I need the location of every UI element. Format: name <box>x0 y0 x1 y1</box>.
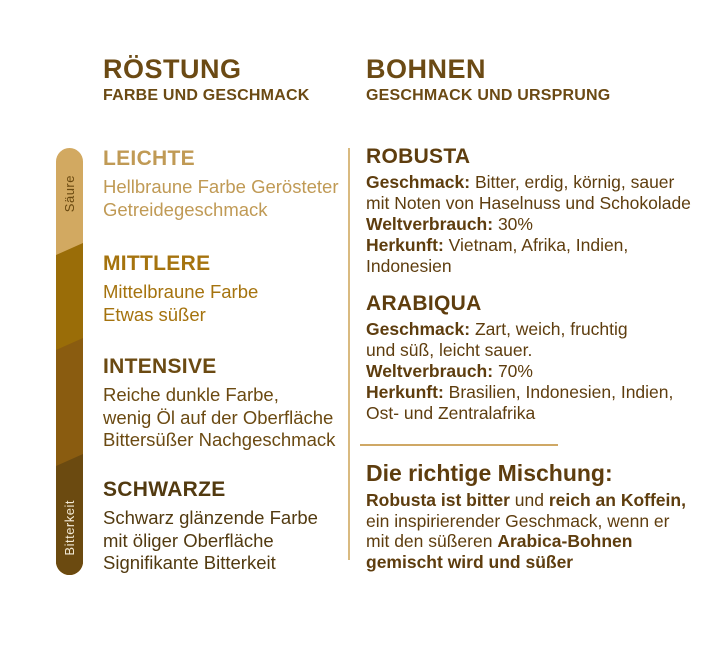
roast-column-header <box>103 54 309 105</box>
bean-line: Herkunft: Vietnam, Afrika, Indien, <box>366 235 629 255</box>
section-heading: LEICHTE <box>103 147 195 170</box>
section-robusta <box>366 145 691 277</box>
roast-subtitle: FARBE UND GESCHMACK <box>103 87 310 104</box>
bean-heading: ROBUSTA <box>366 145 471 168</box>
beans-column-header <box>366 54 610 105</box>
bean-line: Geschmack: Bitter, erdig, körnig, sauer <box>366 172 675 192</box>
section-heading: SCHWARZE <box>103 478 226 501</box>
bean-line: und süß, leicht sauer. <box>366 340 533 360</box>
section-line: Schwarz glänzende Farbe <box>103 507 318 528</box>
mix-section-divider <box>360 444 558 446</box>
mix-line: mit den süßeren Arabica-Bohnen <box>366 531 633 551</box>
bean-line: Weltverbrauch: 70% <box>366 361 533 381</box>
section-line: Hellbraune Farbe Gerösteter <box>103 176 339 197</box>
section-heading: MITTLERE <box>103 252 211 275</box>
beans-subtitle: GESCHMACK UND URSPRUNG <box>366 87 611 104</box>
column-divider <box>348 148 350 560</box>
mix-line: gemischt wird und süßer <box>366 551 574 572</box>
section-schwarze <box>103 478 318 575</box>
bean-line: Geschmack: Zart, weich, fruchtig <box>366 319 628 339</box>
section-mittlere <box>103 252 258 326</box>
mix-line: Robusta ist bitter und reich an Koffein, <box>366 490 686 510</box>
bean-heading: ARABIQUA <box>366 292 482 315</box>
mix-line: ein inspirierender Geschmack, wenn er <box>366 510 670 531</box>
section-line: Etwas süßer <box>103 303 206 325</box>
section-arabiqua <box>366 292 673 424</box>
bean-line: Herkunft: Brasilien, Indonesien, Indien, <box>366 382 674 402</box>
roast-title: RÖSTUNG <box>103 54 242 84</box>
section-leichte <box>103 147 338 221</box>
bean-line: Indonesien <box>366 256 452 276</box>
beans-title: BOHNEN <box>366 54 487 84</box>
section-line: Bittersüßer Nachgeschmack <box>103 429 336 450</box>
section-heading: INTENSIVE <box>103 355 217 378</box>
section-line: mit öliger Oberfläche <box>103 529 274 551</box>
bitterkeit-label: Bitterkeit <box>62 500 77 556</box>
section-line: wenig Öl auf der Oberfläche <box>103 406 334 428</box>
bean-line: Weltverbrauch: 30% <box>366 214 533 234</box>
bean-line: Ost- und Zentralafrika <box>366 403 536 423</box>
section-line: Signifikante Bitterkeit <box>103 552 276 573</box>
section-line: Reiche dunkle Farbe, <box>103 384 279 405</box>
bean-line: mit Noten von Haselnuss und Schokolade <box>366 193 691 213</box>
section-line: Mittelbraune Farbe <box>103 281 259 302</box>
section-intensive <box>103 355 335 452</box>
mix-heading: Die richtige Mischung: <box>366 460 613 486</box>
section-line: Getreidegeschmack <box>103 198 268 220</box>
roast-scale-bar <box>56 148 83 575</box>
section-mixing-note <box>366 460 686 572</box>
saeure-label: Säure <box>62 175 77 213</box>
